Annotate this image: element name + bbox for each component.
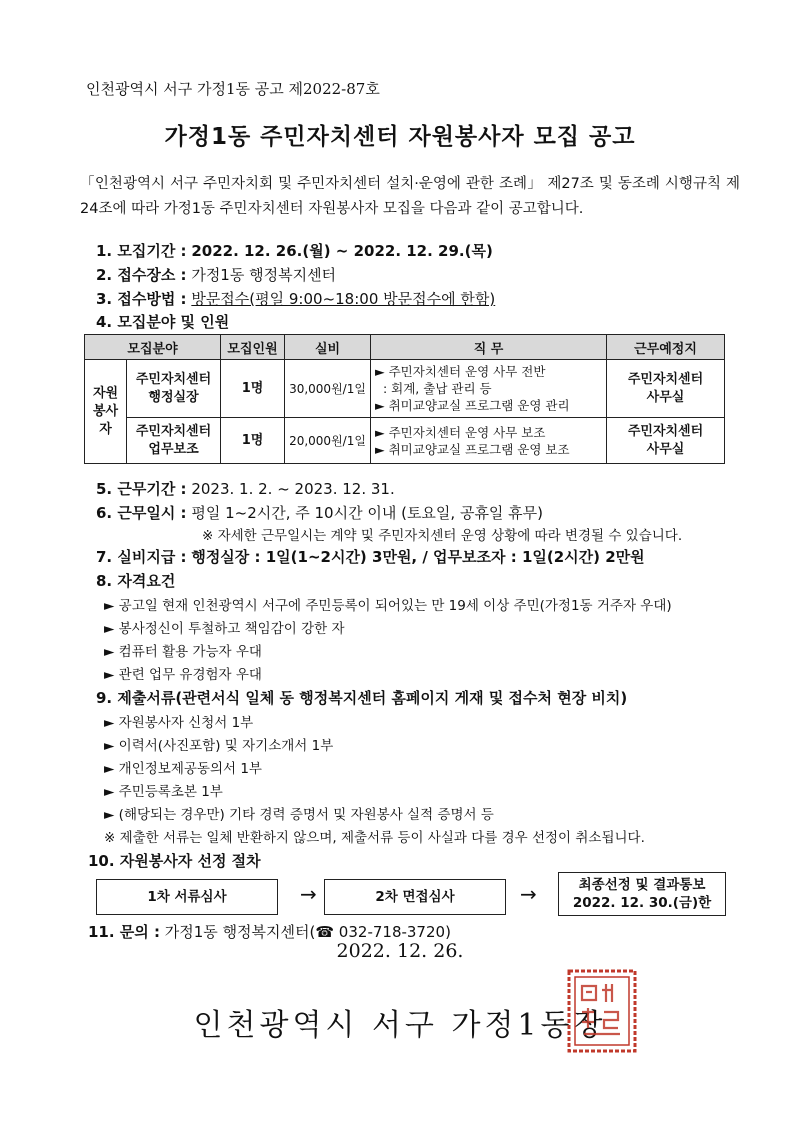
arrow-right-icon: →: [300, 882, 317, 906]
item-qualification: [96, 570, 175, 591]
list-item: ► 공고일 현재 인천광역시 서구에 주민등록이 되어있는 만 19세 이상 주민(가정1동 거주자 우대): [104, 598, 672, 614]
item-pay-label: 7. 실비지급 :: [96, 548, 187, 566]
pay-cell: 30,000원/1일: [285, 360, 371, 418]
item-pay: [96, 546, 645, 567]
count-cell: 1명: [221, 418, 285, 464]
duty-line: ► 취미교양교실 프로그램 운영 관리: [375, 398, 570, 413]
item-period-value: 2022. 12. 26.(월) ~ 2022. 12. 29.(목): [191, 242, 493, 260]
item-work-period: [96, 478, 395, 499]
header-place: 근무예정지: [607, 335, 725, 360]
list-item: ► 이력서(사진포함) 및 자기소개서 1부: [104, 738, 334, 754]
arrow-right-icon: →: [520, 882, 537, 906]
list-item: ► 자원봉사자 신청서 1부: [104, 715, 254, 731]
item-field: [96, 311, 229, 332]
item-field-label: 4. 모집분야 및 인원: [96, 313, 230, 331]
duty-cell: [371, 418, 607, 464]
place-cell: 주민자치센터 사무실: [607, 360, 725, 418]
list-item: ► 주민등록초본 1부: [104, 784, 223, 800]
item-period-label: 1. 모집기간 :: [96, 242, 187, 260]
item-contact-value: 가정1동 행정복지센터(☎ 032-718-3720): [164, 923, 451, 941]
header-pay: 실비: [285, 335, 371, 360]
group-cell: 자원 봉사자: [85, 360, 127, 464]
flow-step-final-selection: [558, 872, 726, 916]
item-contact-label: 11. 문의 :: [88, 923, 160, 941]
official-seal-icon: [566, 968, 638, 1054]
item-place: [96, 264, 336, 285]
item-method-label: 3. 접수방법 :: [96, 290, 187, 308]
notice-number: 인천광역시 서구 가정1동 공고 제2022-87호: [86, 80, 380, 98]
duty-cell: [371, 360, 607, 418]
count-cell: 1명: [221, 360, 285, 418]
item-place-value: 가정1동 행정복지센터: [191, 266, 337, 284]
table-header-row: [85, 335, 725, 360]
header-duty: 직 무: [371, 335, 607, 360]
final-selection-line: 최종선정 및 결과통보: [578, 877, 706, 893]
list-item: ► 관련 업무 유경험자 우대: [104, 667, 262, 683]
item-method: [96, 288, 495, 309]
item-work-period-value: 2023. 1. 2. ~ 2023. 12. 31.: [191, 480, 395, 498]
item-qualification-label: 8. 자격요건: [96, 572, 176, 590]
list-item: ► 봉사정신이 투철하고 책임감이 강한 자: [104, 621, 345, 637]
documents-note: ※ 제출한 서류는 일체 반환하지 않으며, 제출서류 등이 사실과 다를 경우 선정이 취소됩니다.: [104, 830, 645, 846]
item-documents: [96, 687, 627, 708]
issue-date: 2022. 12. 26.: [336, 940, 464, 962]
table-row: [85, 418, 725, 464]
item-work-period-label: 5. 근무기간 :: [96, 480, 187, 498]
item-contact: [88, 921, 451, 942]
work-days-note: ※ 자세한 근무일시는 계약 및 주민자치센터 운영 상황에 따라 변경될 수 있습니다.: [202, 528, 683, 544]
header-field: 모집분야: [85, 335, 221, 360]
recruitment-table: [84, 334, 725, 464]
item-work-days-label: 6. 근무일시 :: [96, 504, 187, 522]
list-item: ► 개인정보제공동의서 1부: [104, 761, 262, 777]
item-work-days: [96, 502, 543, 523]
header-count: 모집인원: [221, 335, 285, 360]
duty-line: ► 취미교양교실 프로그램 운영 보조: [375, 441, 570, 457]
item-selection-label: 10. 자원봉사자 선정 절차: [88, 852, 261, 870]
duty-line: ► 주민자치센터 운영 사무 전반: [375, 364, 546, 379]
list-item: ► (해당되는 경우만) 기타 경력 증명서 및 자원봉사 실적 증명서 등: [104, 807, 494, 823]
list-item: ► 컴퓨터 활용 가능자 우대: [104, 644, 262, 660]
place-cell: 주민자치센터 사무실: [607, 418, 725, 464]
page-title: 가정1동 주민자치센터 자원봉사자 모집 공고: [164, 124, 636, 150]
item-selection: [88, 850, 261, 871]
flow-step-document-review: 1차 서류심사: [96, 879, 278, 915]
intro-paragraph: 「인천광역시 서구 주민자치회 및 주민자치센터 설치·운영에 관한 조례」 제27조 및 동조례 시행규칙 제24조에 따라 가정1동 주민자치센터 자원봉사자 모집을 다음과 같이 공고합니다.: [80, 176, 740, 217]
pay-cell: 20,000원/1일: [285, 418, 371, 464]
signature-line: 인천광역시 서구 가정1동장: [193, 1008, 607, 1043]
item-place-label: 2. 접수장소 :: [96, 266, 187, 284]
item-pay-value: 행정실장 : 1일(1~2시간) 3만원, / 업무보조자 : 1일(2시간) 2만원: [191, 548, 645, 566]
flow-step-interview: 2차 면접심사: [324, 879, 506, 915]
final-selection-date: 2022. 12. 30.(금)한: [572, 895, 712, 911]
item-period: [96, 240, 493, 261]
field-cell: 주민자치센터 업무보조: [127, 418, 221, 464]
table-row: [85, 360, 725, 418]
item-work-days-value: 평일 1~2시간, 주 10시간 이내 (토요일, 공휴일 휴무): [191, 504, 544, 522]
field-cell: 주민자치센터 행정실장: [127, 360, 221, 418]
item-documents-label: 9. 제출서류(관련서식 일체 동 행정복지센터 홈페이지 게재 및 접수처 현장 비치): [96, 689, 628, 707]
duty-line: : 회계, 출납 관리 등: [375, 381, 492, 396]
duty-line: ► 주민자치센터 운영 사무 보조: [375, 424, 546, 440]
item-method-value: 방문접수(평일 9:00~18:00 방문접수에 한함): [191, 290, 496, 308]
